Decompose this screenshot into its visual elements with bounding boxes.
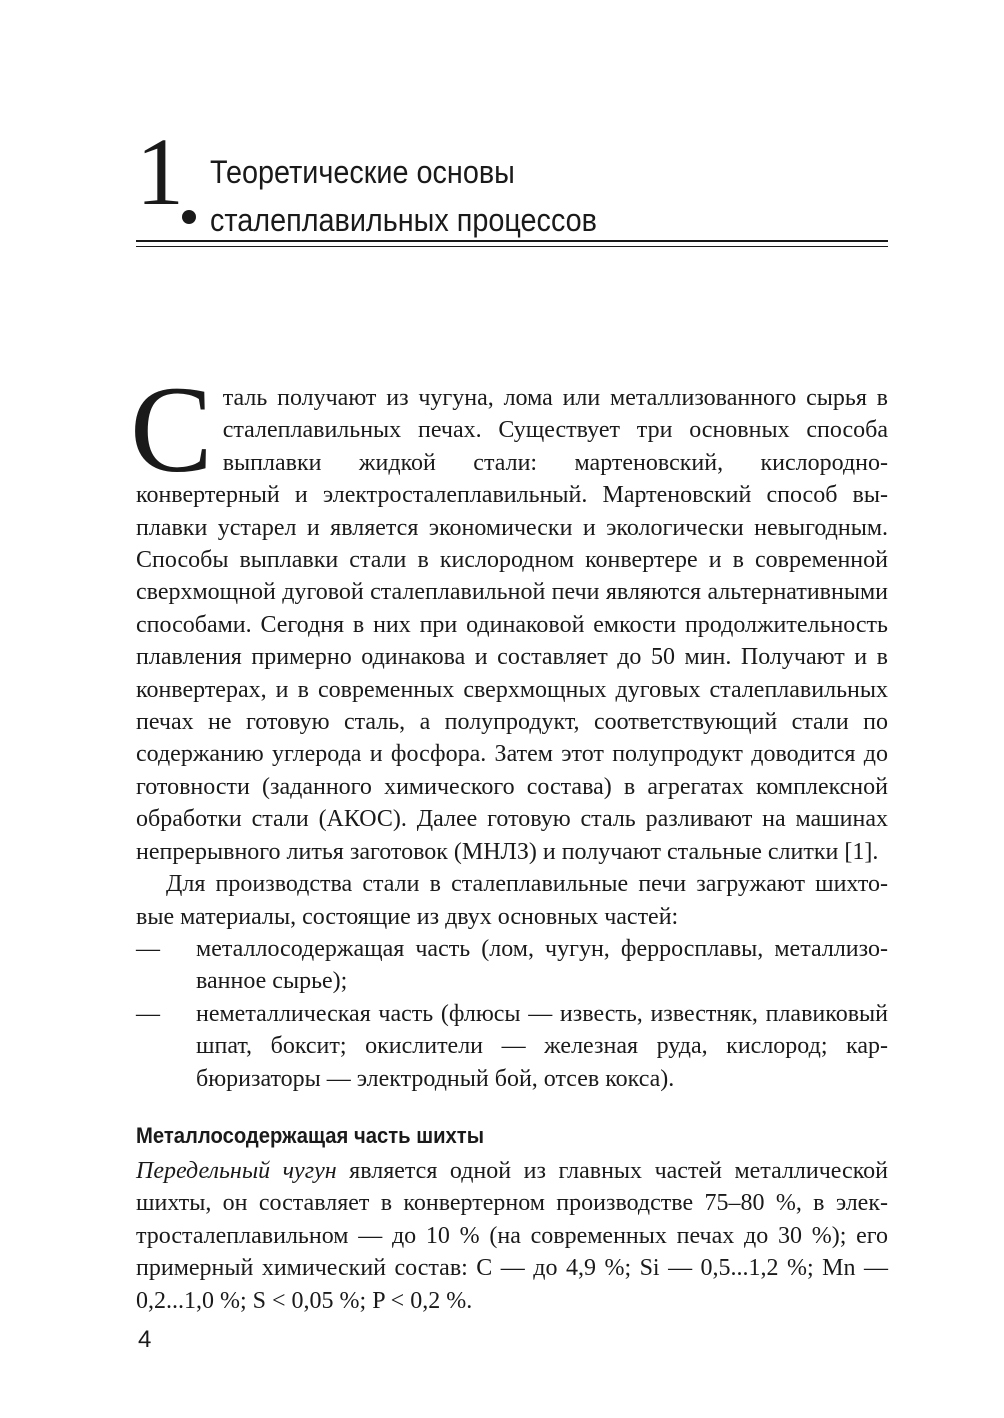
section-paragraph-text: является одной из главных частей металлической шихты, он составляет в конвертерном производстве 75–80 %, в электросталеплавильном — до 10 % (на современных печах до 30 %); его примерный химический состав: C — до 4,9 %; Si — 0,5...1,2 %; Mn — 0,2...1,0 %; S < 0,05 %; P < 0,2 %.	[136, 1157, 888, 1314]
list-item-text: неметаллическая часть (флюсы — известь, известняк, плавиковый шпат, боксит; окислители — железная руда, кислород; карбюризаторы — электродный бой, отсев кокса).	[196, 1000, 888, 1092]
body-text	[130, 361, 888, 1317]
drop-cap: С	[130, 361, 213, 498]
list-dash: —	[136, 1000, 160, 1027]
page-number: 4	[138, 1326, 152, 1353]
section-heading: Металлосодержащая часть шихты	[136, 1122, 485, 1148]
section-paragraph	[136, 1155, 888, 1317]
charge-parts-list	[136, 933, 888, 1095]
paragraph-charge-materials	[136, 868, 888, 933]
list-item	[136, 998, 888, 1095]
paragraph-charge-materials-text: Для производства стали в сталеплавильные печи загружают шихтовые материалы, состоящие из двух основных частей:	[136, 871, 888, 930]
intro-paragraph	[130, 361, 888, 868]
italic-term: Передельный чугун	[136, 1157, 337, 1184]
chapter-number-dot	[182, 210, 196, 224]
chapter-number: 1	[136, 118, 182, 225]
chapter-rule-thin	[136, 246, 888, 247]
list-dash: —	[136, 935, 160, 962]
list-item-text: металлосодержащая часть (лом, чугун, ферросплавы, металлизованное сырье);	[196, 935, 888, 995]
chapter-title-line-2: сталеплавильных процессов	[210, 202, 597, 238]
list-item	[136, 933, 888, 998]
chapter-title-line-1: Теоретические основы	[210, 154, 515, 190]
chapter-title	[210, 148, 597, 244]
intro-text: таль получают из чугуна, лома или металлизованного сырья в сталеплавильных печах. Существует три основных способа выплавки жидкой стали: мартеновский, кислородно-конвертерный и электросталеплавильный. Мартеновский способ выплавки устарел и является экономически и экологически невыгодным. Способы выплавки стали в кислородном конвертере и в современной сверхмощной дуговой сталеплавильной печи являются альтернативными способами. Сегодня в них при одинаковой емкости продолжительность плавления примерно одинакова и составляет до 50 мин. Получают и в конвертерах, и в современных сверхмощных дуговых сталеплавильных печах не готовую сталь, а полупродукт, соответствующий стали по содержанию углерода и фосфора. Затем этот полупродукт доводится до готовности (заданного химического состава) в агрегатах комплексной обработки стали (АКОС). Далее готовую сталь разливают на машинах непрерывного литья заготовок (МНЛЗ) и получают стальные слитки [1].	[136, 385, 888, 865]
chapter-rule-thick	[136, 240, 888, 242]
